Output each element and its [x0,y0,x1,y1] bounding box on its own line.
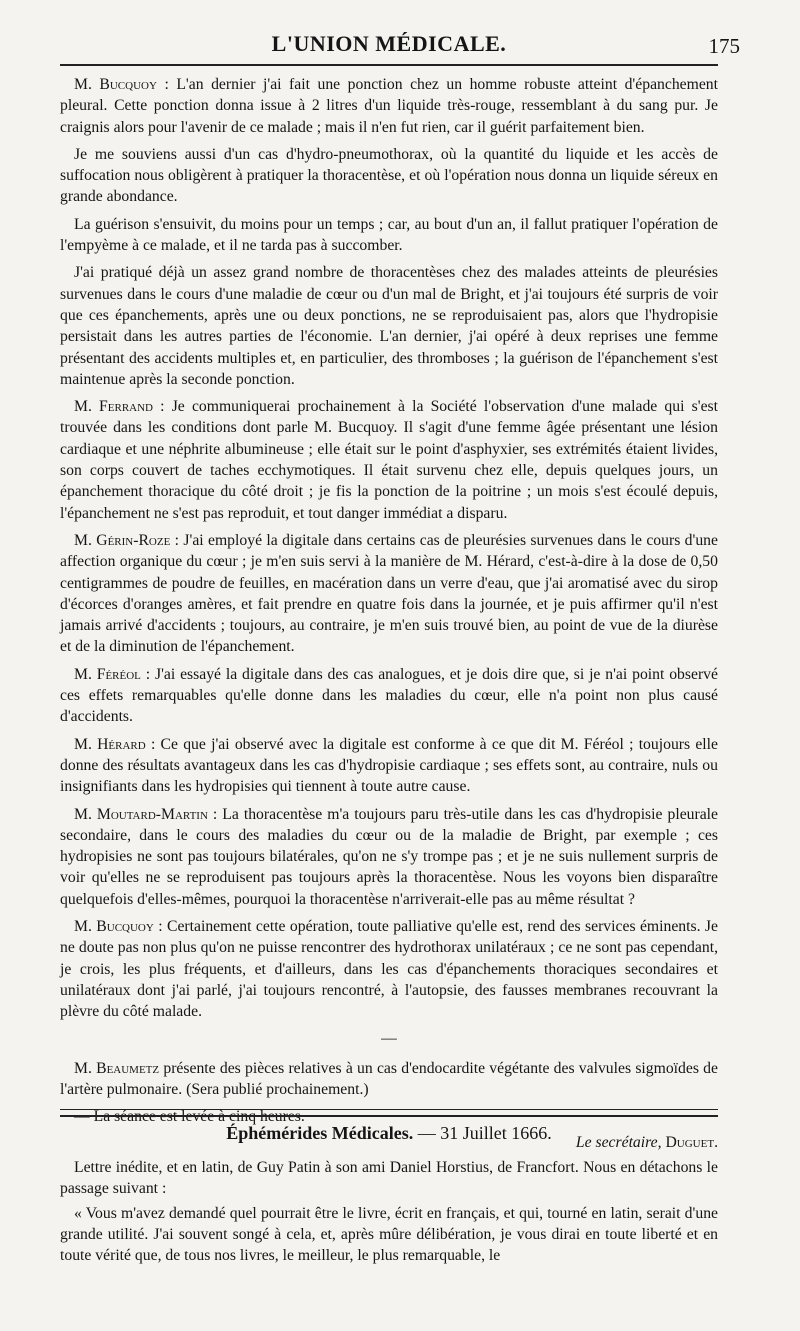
signature-name: Duguet. [661,1133,718,1151]
speaker-moutard-martin: M. Moutard-Martin : [74,805,218,823]
paragraph-bucquoy-2 [60,144,718,208]
paragraph-text: Je me souviens aussi d'un cas d'hydro-pneumothorax, où la quantité du liquide et les accès de suffocation nous obligèrent à pratiquer la thoracentèse, et où l'opération nous donna un liquide séreux en grande abondance. [60,145,718,206]
speaker-fereol: M. Féréol : [74,665,151,683]
ephemerides-intro: Lettre inédite, et en latin, de Guy Patin à son ami Daniel Horstius, de Francfort. Nous en détachons le passage suivant : [60,1159,718,1197]
paragraph-text: J'ai employé la digitale dans certains cas de pleurésies survenues dans le cours d'une affection organique du cœur ; je m'en suis servi à la manière de M. Hérard, c'est-à-dire à la dose de 0,50 centigrammes de poudre de feuilles, en macération dans un verre d'eau, que j'ai aromatisé avec du sirop d'écorces d'oranges amères, et fait prendre en quatre fois dans la journée, et je puis affirmer qu'il n'est jamais arrivé d'accidents ; toujours, au contraire, je m'en suis trouvé bien, au point de vue de la diurèse et de la diminution de l'épanchement. [60,531,718,656]
signature-role: Le secrétaire, [575,1133,662,1151]
ephemerides-text [60,1157,718,1270]
ephemerides-heading [60,1123,718,1144]
separator-dash: — [381,1030,397,1048]
paragraph-bucquoy-1 [60,74,718,138]
discussion-text [60,74,718,1153]
journal-title: L'UNION MÉDICALE. [271,31,507,56]
paragraph-text: Je communiquerai prochainement à la Société l'observation d'une malade qui s'est trouvée dans les conditions dont parle M. Bucquoy. Il s'agit d'une femme âgée présentant une lésion cardiaque et une néphrite albumineuse ; elle était sur le point d'asphyxier, ses extrémités étaient livides, son corps couvert de taches ecchymotiques. Il était survenu chez elle, depuis quelques jours, un épanchement thoracique du côté droit ; je fis la ponction de la poitrine ; un mois s'est écoulé depuis, l'épanchement ne s'est pas reproduit, et tout danger immédiat a disparu. [60,398,718,522]
speaker-herard: M. Hérard : [74,735,156,753]
header-rule [60,64,718,66]
paragraph-bucquoy-5 [60,916,718,1022]
speaker-ferrand: M. Ferrand : [74,398,165,416]
paragraph-fereol [60,664,718,728]
speaker-beaumetz: M. Beaumetz [74,1059,160,1077]
running-head [60,26,740,60]
paragraph-herard [60,734,718,798]
paragraph-text: Certainement cette opération, toute palliative qu'elle est, rend des services éminents. Je ne doute pas non plus qu'on ne puisse rencontrer des hydrothorax unilatéraux ; ce ne sont pas cependant, je crois, les plus fréquents, et d'ailleurs, dans les cas d'épanchements thoraciques secondaires et unilatéraux dont j'ai parlé, j'ai toujours rencontré, à l'autopsie, des fausses membranes recouvrant la plèvre du côté malade. [60,917,718,1021]
paragraph-text: L'an dernier j'ai fait une ponction chez un homme robuste atteint d'épanchement pleural. Cette ponction donna issue à 2 litres d'un liquide très-rouge, ressemblant à du sang pur. Je craignis alors pour l'avenir de ce malade ; mais il n'en fut rien, car il guérit parfaitement bien. [60,76,719,136]
speaker-gerin-roze: M. Gérin-Roze : [74,531,180,549]
paragraph-moutard-martin [60,804,718,910]
session-closed: — La séance est levée à cinq heures. [74,1108,305,1126]
ephemerides-title: Éphémérides Médicales. [226,1123,414,1143]
paragraph-ferrand [60,396,718,524]
speaker-bucquoy: M. Bucquoy : [74,76,169,93]
ephemerides-quote: « Vous m'avez demandé quel pourrait être le livre, écrit en français, et qui, tourné en latin, serait d'une grande utilité. J'ai souvent songé à cela, et, après mûre délibération, je vous dirai en toute liberté et en toute vérité que, de tous nos livres, le meilleur, le plus remarquable, le [60,1205,718,1264]
paragraph-text: Ce que j'ai observé avec la digitale est conforme à ce que dit M. Féréol ; toujours elle donne des résultats avantageux dans les cas d'hydropisie cardiaque ; ses effets sont, au contraire, nuls ou insignifiants dans les hydropisies qui tiennent à toute autre cause. [60,735,718,796]
paragraph-text: La guérison s'ensuivit, du moins pour un temps ; car, au bout d'un an, il fallut pratiquer l'opération de l'empyème à ce malade, et il ne tarda pas à succomber. [60,215,718,255]
speaker-bucquoy: M. Bucquoy : [74,917,163,935]
paragraph-text: J'ai pratiqué déjà un assez grand nombre de thoracentèses chez des malades atteints de pleurésies survenues dans le cours d'une maladie de cœur ou d'un mal de Bright, et j'ai toujours été surpris de voir que ces épanchements, après une ou deux ponctions, ne se reproduisaient pas, alors que l'hydropisie persistait dans les autres parties de l'économie. L'an dernier, j'ai opéré à deux reprises une femme présentant des accidents multiples et, en particulier, des thromboses ; la guérison de l'épanchement s'est maintenue après la seconde ponction. [60,264,718,388]
paragraph-text: J'ai essayé la digitale dans des cas analogues, et je dois dire que, si je n'ai point observé ces effets remarquables qu'elle donne dans les maladies du cœur, elle n'a point non plus causé d'accidents. [60,665,718,726]
paragraph-gerin-roze [60,530,718,658]
page-number: 175 [708,34,740,58]
paragraph-text: La thoracentèse m'a toujours paru très-utile dans les cas d'hydropisie pleurale secondaire, dans le cours des maladies du cœur ou de la maladie de Bright, par exemple ; ces hydropisies ne sont pas toujours bilatérales, qu'on ne s'y trompe pas ; et je ne suis nullement surpris de voir qu'elles ne se reproduisent pas toujours après la thoracentèse. Nous les voyons bien disparaître quelquefois d'elles-mêmes, pourquoi la thoracentèse n'arriverait-elle pas au même résultat ? [60,805,719,908]
ephemerides-date: — 31 Juillet 1666. [413,1123,552,1143]
paragraph-beaumetz [60,1058,718,1101]
paragraph-bucquoy-3 [60,214,718,257]
section-double-rule [60,1109,718,1117]
paragraph-bucquoy-4 [60,262,718,390]
paragraph-text: présente des pièces relatives à un cas d'endocardite végétante des valvules sigmoïdes de l'artère pulmonaire. (Sera publié prochainement.) [60,1059,718,1099]
